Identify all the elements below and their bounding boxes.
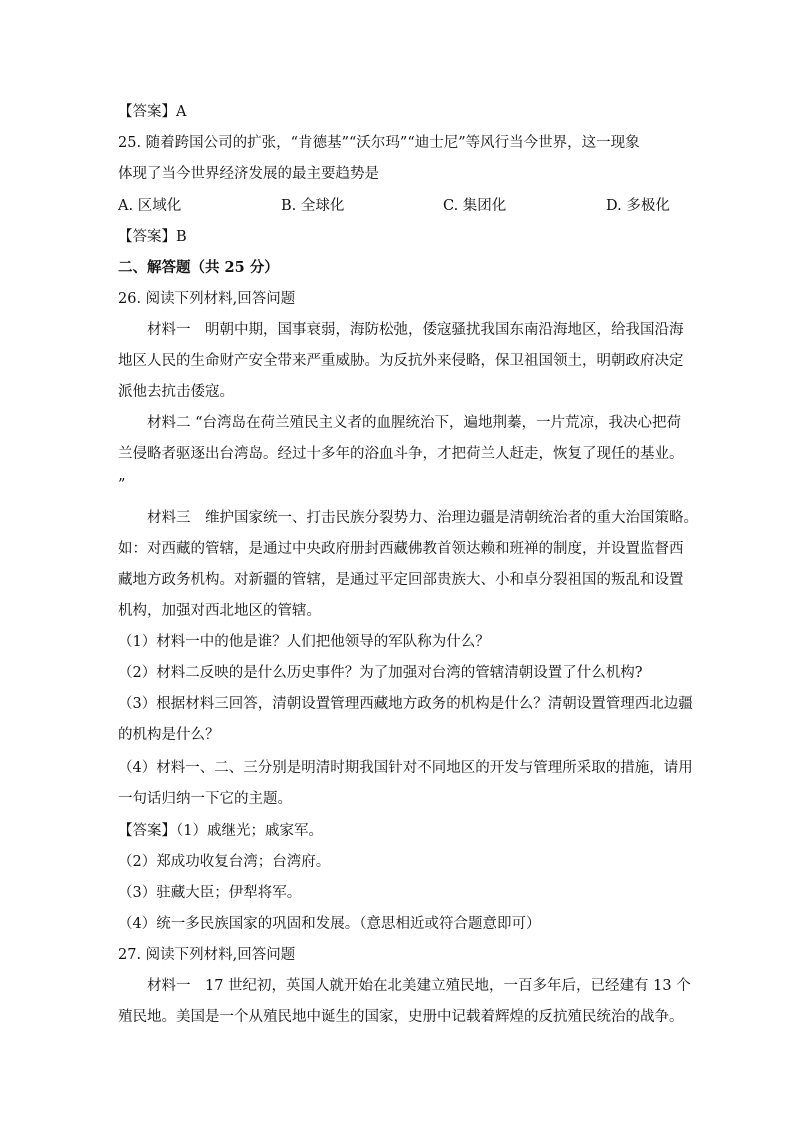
q26-material3-line2: 如：对西藏的管辖，是通过中央政府册封西藏佛教首领达赖和班禅的制度，并设置监督西 — [118, 541, 684, 557]
q26-intro: 26. 阅读下列材料,回答问题 — [118, 291, 296, 307]
q25-stem-line2: 体现了当今世界经济发展的最主要趋势是 — [118, 166, 379, 182]
q26-material2-line3: ” — [118, 477, 126, 493]
q26-material1-line1: 材料一 明朝中期，国事衰弱，海防松弛，倭寇骚扰我国东南沿海地区，给我国沿海 — [147, 322, 684, 338]
q25-stem-line1: 25. 随着跨国公司的扩张，“肯德基”“沃尔玛”“迪士尼”等风行当今世界，这一现象 — [118, 135, 640, 151]
q25-option-d: D. 多极化 — [606, 198, 670, 214]
q26-answer-4: （4）统一多民族国家的巩固和发展。（意思相近或符合题意即可） — [118, 916, 541, 932]
q26-answer-3: （3）驻藏大臣；伊犁将军。 — [118, 885, 302, 901]
q25-answer: 【答案】B — [118, 229, 187, 245]
q26-question-3-line1: （3）根据材料三回答，清朝设置管理西藏地方政务的机构是什么？清朝设置管理西北边疆 — [118, 696, 693, 712]
q26-question-2: （2）材料二反映的是什么历史事件？为了加强对台湾的管辖清朝设置了什么机构? — [118, 665, 643, 681]
q27-intro: 27. 阅读下列材料,回答问题 — [118, 947, 296, 963]
q27-material1-line1: 材料一 17 世纪初，英国人就开始在北美建立殖民地，一百多年后，已经建有 13 个 — [147, 978, 691, 994]
section-title: 二、解答题（共 25 分） — [118, 259, 279, 276]
q26-material2-line2: 兰侵略者驱逐出台湾岛。经过十多年的浴血斗争，才把荷兰人赶走，恢复了现任的基业。 — [118, 446, 684, 462]
q26-material1-line3: 派他去抗击倭寇。 — [118, 384, 234, 400]
q26-question-1: （1）材料一中的他是谁？人们把他领导的军队称为什么？ — [118, 634, 490, 650]
q27-material1-line2: 殖民地。美国是一个从殖民地中诞生的国家，史册中记载着辉煌的反抗殖民统治的战争。 — [118, 1009, 684, 1025]
q26-answer-1: 【答案】（1）戚继光；戚家军。 — [118, 823, 323, 839]
q24-answer: 【答案】A — [118, 104, 187, 120]
q26-question-4-line1: （4）材料一、二、三分别是明清时期我国针对不同地区的开发与管理所采取的措施，请用 — [118, 760, 693, 776]
q26-material1-line2: 地区人民的生命财产安全带来严重威胁。为反抗外来侵略，保卫祖国领土，明朝政府决定 — [118, 353, 684, 369]
q26-question-4-line2: 一句话归纳一下它的主题。 — [118, 791, 292, 807]
q26-material2-line1: 材料二 “台湾岛在荷兰殖民主义者的血腥统治下，遍地荆蓁，一片荒凉，我决心把荷 — [147, 415, 682, 431]
q26-material3-line1: 材料三 维护国家统一、打击民族分裂势力、治理边疆是清朝统治者的重大治国策略。 — [147, 510, 698, 526]
q26-question-3-line2: 的机构是什么？ — [118, 727, 220, 743]
q25-option-a: A. 区域化 — [118, 198, 182, 214]
q25-option-c: C. 集团化 — [443, 198, 507, 214]
q26-material3-line3: 藏地方政务机构。对新疆的管辖，是通过平定回部贵族大、小和卓分裂祖国的叛乱和设置 — [118, 572, 684, 588]
q26-material3-line4: 机构，加强对西北地区的管辖。 — [118, 603, 321, 619]
q25-option-b: B. 全球化 — [281, 198, 345, 214]
q26-answer-2: （2）郑成功收复台湾；台湾府。 — [118, 854, 331, 870]
